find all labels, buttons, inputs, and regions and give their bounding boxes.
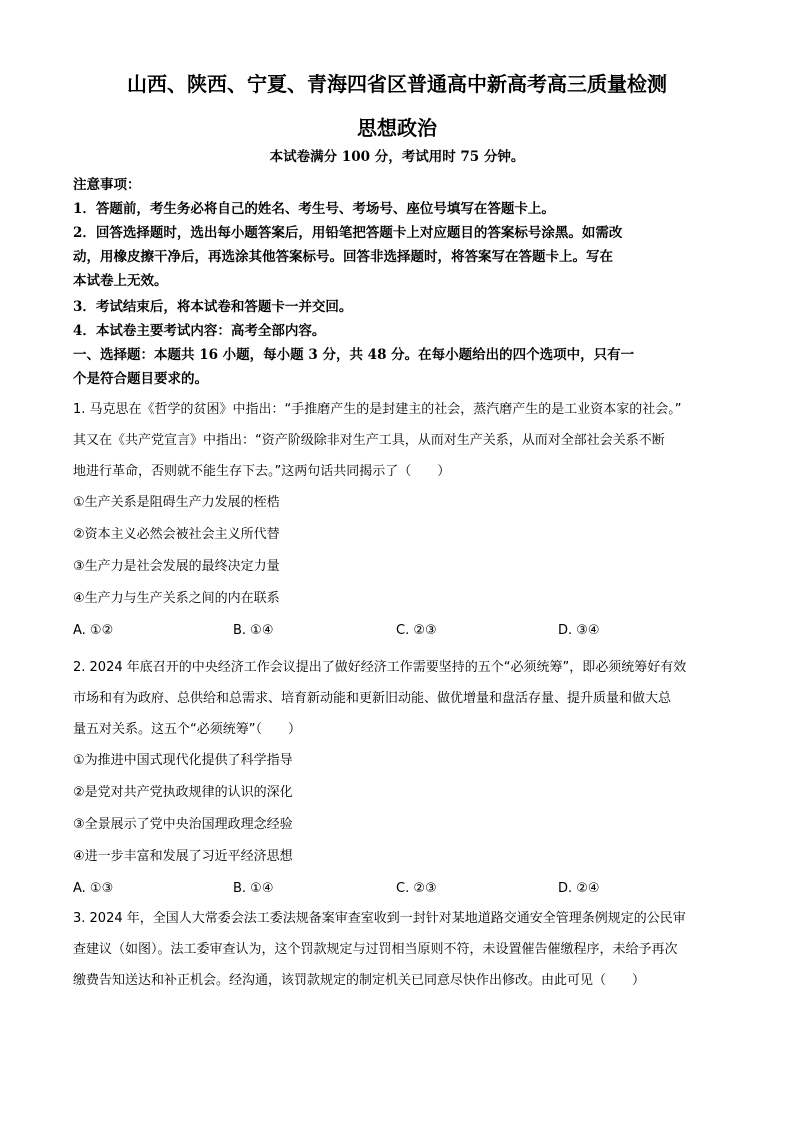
answer-choices [73,873,733,905]
choice-b: B. ①④ [233,881,274,896]
choice-d: D. ③④ [558,623,600,638]
choice-a: A. ①② [73,623,114,638]
choice-c: C. ②③ [396,881,437,896]
question-stem: 量五对关系。这五个“必须统筹”（ ） [73,722,301,737]
instruction-item-1: 1．答题前，考生务必将自己的姓名、考生号、考场号、座位号填写在答题卡上。 [73,201,555,217]
question-stem: 2. 2024 年底召开的中央经济工作会议提出了做好经济工作需要坚持的五个“必须统筹”，即必须统筹好有效 [73,660,687,675]
section-heading: 一、选择题：本题共 16 小题，每小题 3 分，共 48 分。在每小题给出的四个选项中，只有一 个是符合题目要求的。 [73,347,635,387]
instructions-heading: 注意事项： [73,177,141,193]
subject-title: 思想政治 [357,116,437,140]
question-stem: 查建议（如图）。法工委审查认为，这个罚款规定与过罚相当原则不符，未设置催告催缴程序，未给予再次 [73,942,678,957]
question-stem: 缴费告知送达和补正机会。经沟通，该罚款规定的制定机关已同意尽快作出修改。由此可见（ ） [73,973,646,988]
instruction-item-4: 4．本试卷主要考试内容：高考全部内容。 [73,323,326,339]
question-2 [73,652,733,905]
statement-option: ④进一步丰富和发展了习近平经济思想 [73,849,293,864]
statement-option: ④生产力与生产关系之间的内在联系 [73,591,280,606]
answer-choices [73,615,733,647]
question-stem: 其又在《共产党宣言》中指出：“资产阶级除非对生产工具，从而对生产关系，从而对全部社会关系不断 [73,433,665,448]
choice-b: B. ①④ [233,623,274,638]
question-1 [73,394,733,647]
statement-option: ①生产关系是阻碍生产力发展的桎梏 [73,495,280,510]
statement-option: ③生产力是社会发展的最终决定力量 [73,559,280,574]
statement-option: ①为推进中国式现代化提供了科学指导 [73,753,293,768]
instruction-item-2: 2．回答选择题时，选出每小题答案后，用铅笔把答题卡上对应题目的答案标号涂黑。如需改 动，用橡皮擦干净后，再选涂其他答案标号。回答非选择题时，将答案写在答题卡上。写在 本试卷上无效。 [73,225,623,289]
statement-option: ②是党对共产党执政规律的认识的深化 [73,785,293,800]
statement-option: ③全景展示了党中央治国理政理念经验 [73,817,293,832]
exam-title: 山西、陕西、宁夏、青海四省区普通高中新高考高三质量检测 [127,72,667,96]
choice-c: C. ②③ [396,623,437,638]
choice-a: A. ①③ [73,881,114,896]
choice-d: D. ②④ [558,881,600,896]
question-stem: 地进行革命，否则就不能生存下去。”这两句话共同揭示了（ ） [73,464,451,479]
question-stem: 3. 2024 年，全国人大常委会法工委法规备案审查室收到一封针对某地道路交通安全管理条例规定的公民审 [73,911,686,926]
question-3 [73,903,733,996]
exam-info: 本试卷满分 100 分，考试用时 75 分钟。 [269,149,525,165]
question-stem: 1. 马克思在《哲学的贫困》中指出：“手推磨产生的是封建主的社会，蒸汽磨产生的是工业资本家的社会。” [73,402,682,417]
statement-option: ②资本主义必然会被社会主义所代替 [73,527,280,542]
question-stem: 市场和有为政府、总供给和总需求、培育新动能和更新旧动能、做优增量和盘活存量、提升质量和做大总 [73,691,672,706]
instruction-item-3: 3．考试结束后，将本试卷和答题卡一并交回。 [73,299,353,315]
